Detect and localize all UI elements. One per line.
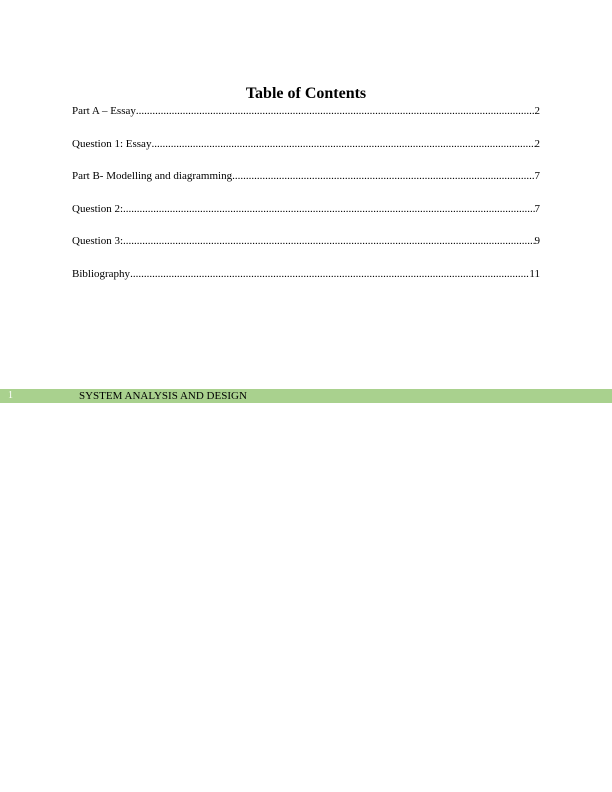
toc-entry-label: Part A – Essay <box>72 105 136 117</box>
toc-entry-question-1[interactable] <box>72 136 540 152</box>
toc-title: Table of Contents <box>245 85 367 102</box>
dot-leader <box>123 233 534 249</box>
toc-entry-page: 2 <box>534 105 540 117</box>
toc-list <box>72 103 540 299</box>
toc-entry-part-a[interactable] <box>72 103 540 119</box>
dot-leader <box>130 266 529 282</box>
toc-entry-label: Question 3: <box>72 235 124 248</box>
dot-leader <box>151 136 534 152</box>
toc-entry-label: Question 2: <box>72 202 124 215</box>
toc-entry-page: 2 <box>534 137 540 150</box>
footer-page-number: 1 <box>8 390 13 401</box>
toc-entry-label: Question 1: Essay <box>72 137 152 150</box>
toc-entry-question-3[interactable] <box>72 233 540 249</box>
toc-entry-label: Part B- Modelling and diagramming <box>72 170 233 183</box>
toc-entry-page: 11 <box>529 267 540 280</box>
toc-entry-part-b[interactable] <box>72 168 540 184</box>
toc-entry-page: 9 <box>534 235 540 248</box>
footer-band <box>0 389 612 403</box>
toc-entry-bibliography[interactable] <box>72 266 540 282</box>
dot-leader <box>123 201 534 217</box>
dot-leader <box>232 168 534 184</box>
toc-entry-label: Bibliography <box>72 267 131 280</box>
footer-title: SYSTEM ANALYSIS AND DESIGN <box>79 390 247 402</box>
toc-entry-page: 7 <box>534 202 540 215</box>
toc-entry-page: 7 <box>534 170 540 183</box>
toc-entry-question-2[interactable] <box>72 201 540 217</box>
dot-leader <box>136 103 535 119</box>
